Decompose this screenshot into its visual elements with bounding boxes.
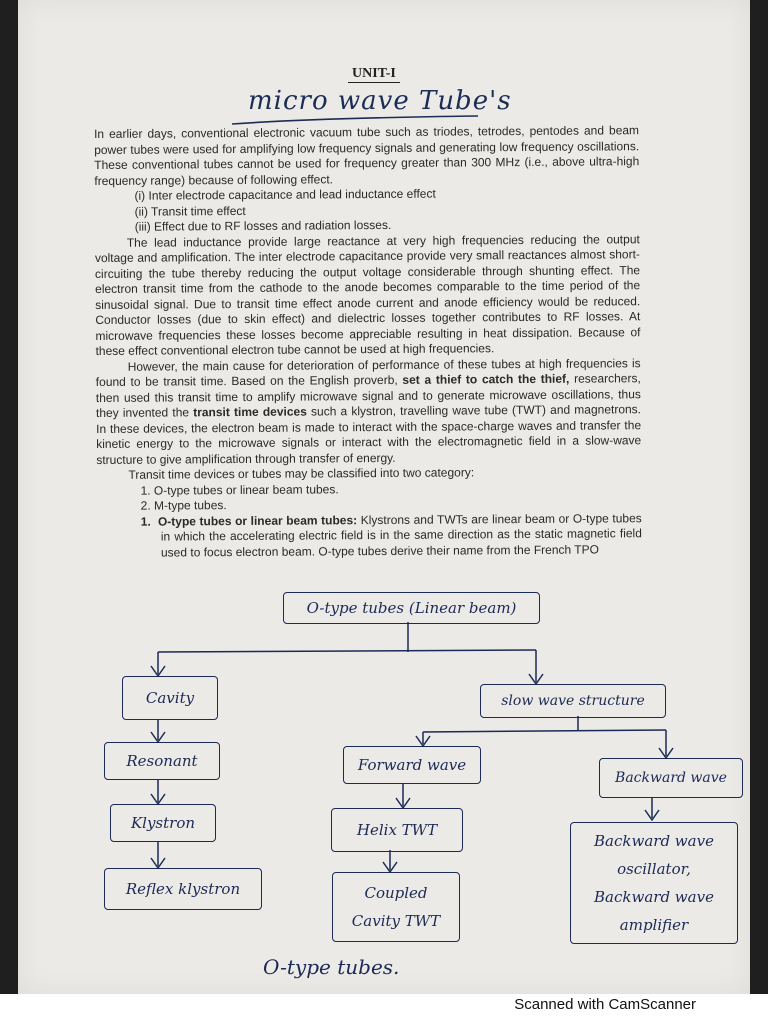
diagram-backward-wave-box: Backward wave [599, 758, 743, 798]
diagram-slow-wave-box: slow wave structure [480, 684, 666, 718]
diagram-root-box: O-type tubes (Linear beam) [283, 592, 540, 624]
effect-item-1: (i) Inter electrode capacitance and lead inductance effect [134, 186, 436, 203]
category-item-1: 1. O-type tubes or linear beam tubes. [140, 481, 339, 498]
diagram-coupled-cavity-box: Coupled Cavity TWT [332, 872, 460, 942]
diagram-helix-twt-box: Helix TWT [331, 808, 463, 852]
scanned-page [18, 0, 750, 994]
diagram-klystron-box: Klystron [110, 804, 216, 842]
transit-time-paragraph: However, the main cause for deterioration of performance of these tubes at high frequencies is found to be transit time. Based on the English proverb, set a thief to catch the thief, researchers, then used this transit time to amplify microwave signal and to generate microwave oscillations, thus they invented the transit time devices such a klystron, travelling wave tube (TWT) and magnetrons. In these devices, the electron beam is made to interact with the space-charge waves and transfer the kinetic energy to the microwave signals or interact with the electromagnetic field in a slow-wave structure to give amplification through transfer of energy. [95, 355, 642, 467]
diagram-bwo-box: Backward wave oscillator, Backward wave amplifier [570, 822, 738, 944]
camscanner-watermark: Scanned with CamScanner [514, 996, 696, 1013]
diagram-caption: O-type tubes. [263, 955, 400, 979]
effect-item-3: (iii) Effect due to RF losses and radiation losses. [134, 217, 392, 234]
diagram-reflex-klystron-box: Reflex klystron [104, 868, 262, 910]
unit-heading: UNIT-I [348, 66, 400, 83]
footer-bar [0, 994, 768, 1024]
diagram-cavity-box: Cavity [122, 676, 218, 720]
handwritten-title: micro wave Tube's [248, 86, 512, 116]
diagram-forward-wave-box: Forward wave [343, 746, 481, 784]
classification-intro: Transit time devices or tubes may be classified into two category: [128, 465, 475, 482]
effect-item-2: (ii) Transit time effect [134, 203, 246, 219]
category-item-2: 2. M-type tubes. [140, 498, 227, 513]
intro-paragraph: In earlier days, conventional electronic vacuum tube such as triodes, tetrodes, pentodes and beam power tubes were used for amplifying low frequency signals and generating low frequency oscillations. These conventional tubes cannot be used for frequency greater than 300 MHz (i.e., above ultra-high frequency range) because of following effect. [94, 123, 640, 188]
otype-definition: 1. O-type tubes or linear beam tubes: Klystrons and TWTs are linear beam or O-type tubes in which the accelerating electric field is in the same direction as the static magnetic field used to focus electron beam. O-type tubes derive their name from the French TPO [140, 510, 642, 560]
lead-inductance-paragraph: The lead inductance provide large reactance at very high frequencies reducing the output voltage and amplification. The inter electrode capacitance provide very small reactances almost short-circuiting the tube thereby reducing the output voltage considerable through shunting effect. The electron transit time from the cathode to the anode becomes comparable to the time period of the sinusoidal signal. Due to transit time effect anode current and anode efficiency would be reduced. Conductor losses (due to skin effect) and dielectric losses together contributes to RF losses. At microwave frequencies these losses become appreciable resulting in heat dissipation. Because of these effect conventional electron tube cannot be used at high frequencies. [94, 231, 641, 358]
diagram-resonant-box: Resonant [104, 742, 220, 780]
